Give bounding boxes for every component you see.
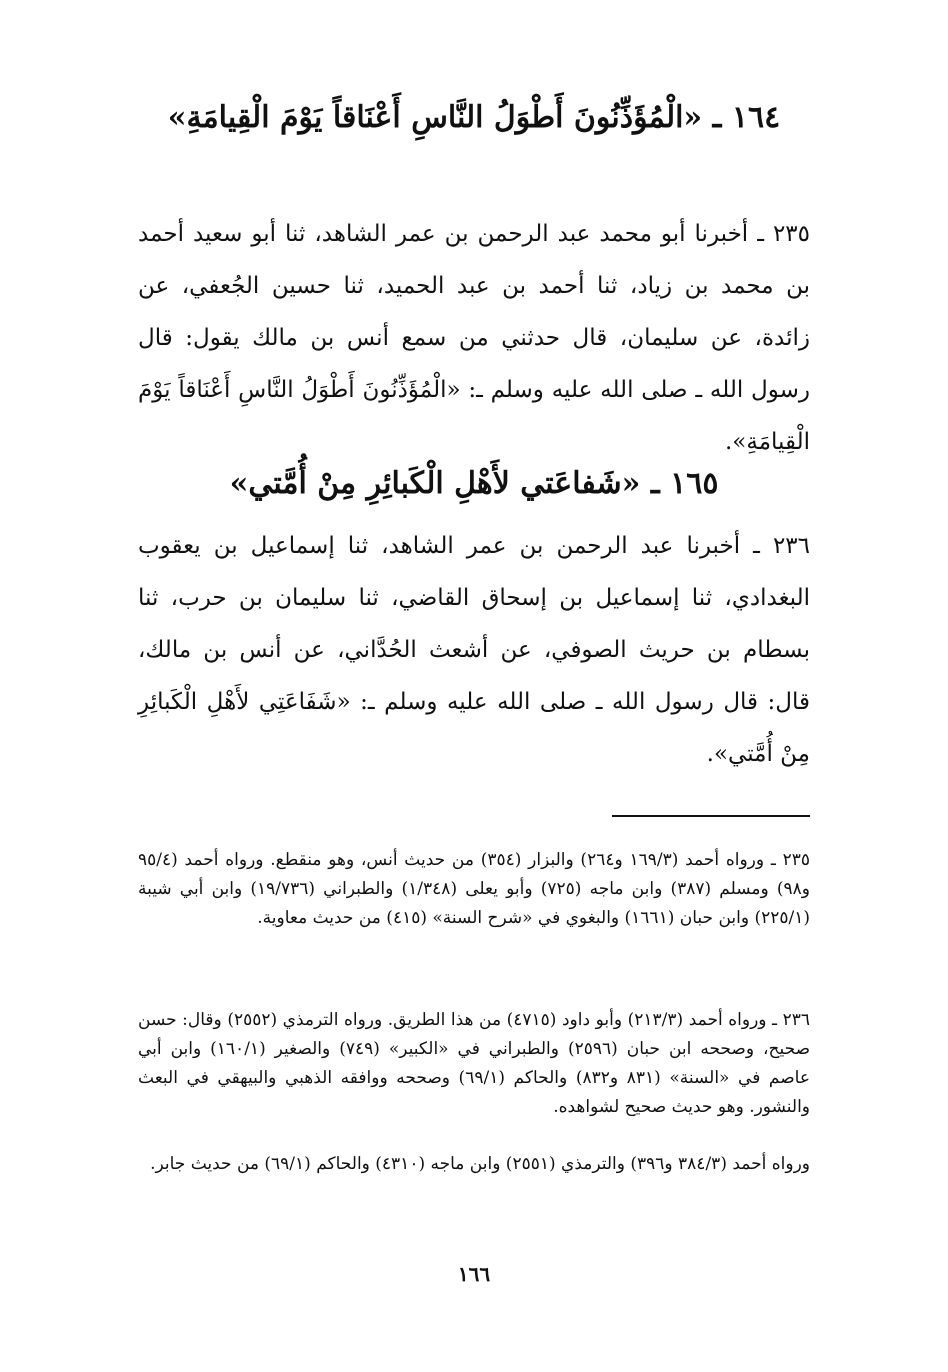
chapter-heading-164: ١٦٤ ـ «الْمُؤَذِّنُونَ أَطْوَلُ النَّاسِ أَعْنَاقاً يَوْمَ الْقِيامَةِ»: [167, 100, 781, 135]
hadith-paragraph-235: ٢٣٥ ـ أخبرنا أبو محمد عبد الرحمن بن عمر الشاهد، ثنا أبو سعيد أحمد بن محمد بن زياد، ثنا أحمد بن عبد الحميد، ثنا حسين الجُعفي، عن زائدة، عن سليمان، قال حدثني من سمع أنس بن مالك يقول: قال رسول الله ـ صلى الله عليه وسلم ـ: «الْمُؤَذِّنُونَ أَطْوَلُ النَّاسِ أَعْنَاقاً يَوْمَ الْقِيامَةِ».: [138, 221, 810, 455]
page-number: ١٦٦: [457, 1262, 491, 1286]
footnote-235: ٢٣٥ ـ ورواه أحمد (١٦٩/٣ و٢٦٤) والبزار (٣٥٤) من حديث أنس، وهو منقطع. ورواه أحمد (٩٥/٤ و٩٨) ومسلم (٣٨٧) وابن ماجه (٧٢٥) وأبو يعلى (١/٣٤٨) والطبراني (١٩/٧٣٦) وابن أبي شيبة (٢٢٥/١) وابن حبان (١٦٦١) والبغوي في «شرح السنة» (٤١٥) من حديث معاوية.: [138, 850, 810, 928]
footnote-divider: [612, 815, 810, 817]
footnote-236: ٢٣٦ ـ ورواه أحمد (٢١٣/٣) وأبو داود (٤٧١٥) من هذا الطريق. ورواه الترمذي (٢٥٥٢) وقال: حسن صحيح، وصححه ابن حبان (٢٥٩٦) والطبراني في «الكبير» (٧٤٩) والصغير (١٦٠/١) وابن أبي عاصم في «السنة» (٨٣١ و٨٣٢) والحاكم (٦٩/١) وصححه ووافقه الذهبي والبيهقي في البعث والنشور. وهو حديث صحيح لشواهده.: [138, 1010, 810, 1117]
footnote-236-continued: ورواه أحمد (٣٨٤/٣ و٣٩٦) والترمذي (٢٥٥١) وابن ماجه (٤٣١٠) والحاكم (٦٩/١) من حديث جابر.: [150, 1154, 810, 1174]
hadith-paragraph-236: ٢٣٦ ـ أخبرنا عبد الرحمن بن عمر الشاهد، ثنا إسماعيل بن يعقوب البغدادي، ثنا إسماعيل بن إسحاق القاضي، ثنا سليمان بن حرب، ثنا بسطام بن حريث الصوفي، عن أشعث الحُدَّاني، عن أنس بن مالك، قال: قال رسول الله ـ صلى الله عليه وسلم ـ: «شَفَاعَتِي لأَهْلِ الْكَبائِرِ مِنْ أُمَّتي».: [138, 533, 810, 767]
chapter-heading-165: ١٦٥ ـ «شَفاعَتي لأَهْلِ الْكَبائِرِ مِنْ أُمَّتي»: [229, 466, 719, 501]
